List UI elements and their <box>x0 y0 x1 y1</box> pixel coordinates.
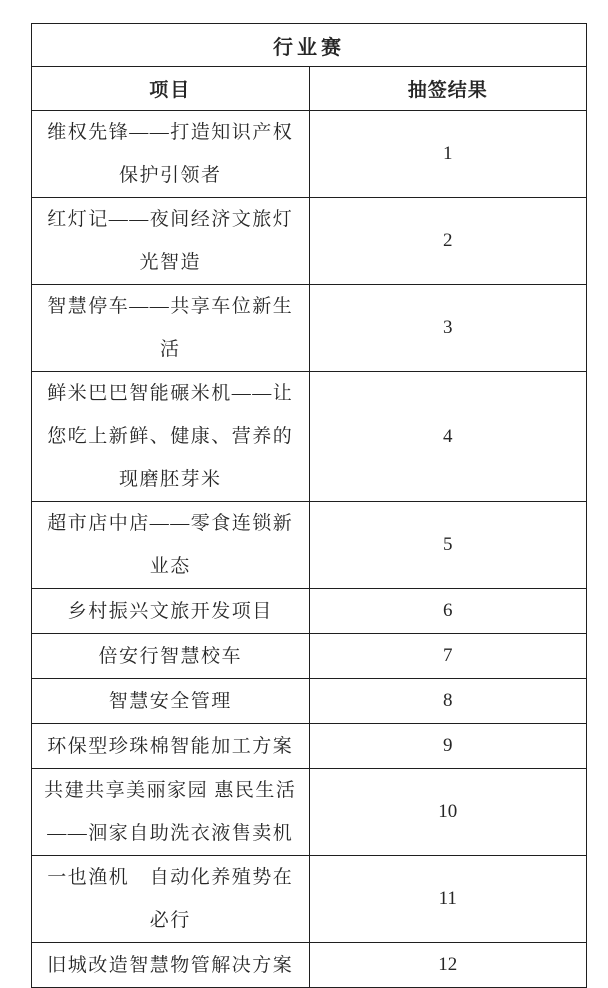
column-header-result: 抽签结果 <box>309 67 587 111</box>
table-row <box>32 111 587 198</box>
result-cell: 5 <box>309 502 587 589</box>
result-cell: 1 <box>309 111 587 198</box>
result-cell: 7 <box>309 634 587 679</box>
table-row <box>32 856 587 943</box>
table-row <box>32 679 587 724</box>
table-row <box>32 724 587 769</box>
project-cell: 一也渔机 自动化养殖势在必行 <box>32 856 310 943</box>
result-cell: 9 <box>309 724 587 769</box>
result-cell: 3 <box>309 285 587 372</box>
result-cell: 4 <box>309 372 587 502</box>
result-cell: 2 <box>309 198 587 285</box>
column-header-project: 项目 <box>32 67 310 111</box>
project-cell: 环保型珍珠棉智能加工方案 <box>32 724 310 769</box>
project-cell: 鲜米巴巴智能碾米机——让您吃上新鲜、健康、营养的现磨胚芽米 <box>32 372 310 502</box>
table-row <box>32 198 587 285</box>
project-cell: 倍安行智慧校车 <box>32 634 310 679</box>
result-cell: 6 <box>309 589 587 634</box>
industry-draw-table <box>31 23 587 988</box>
project-cell: 超市店中店——零食连锁新业态 <box>32 502 310 589</box>
project-cell: 智慧停车——共享车位新生活 <box>32 285 310 372</box>
table-row <box>32 285 587 372</box>
table-row <box>32 634 587 679</box>
result-cell: 12 <box>309 943 587 988</box>
table-body <box>32 24 587 988</box>
table-row <box>32 943 587 988</box>
table-row <box>32 372 587 502</box>
table-title-row <box>32 24 587 67</box>
result-cell: 10 <box>309 769 587 856</box>
table-header-row <box>32 67 587 111</box>
project-cell: 乡村振兴文旅开发项目 <box>32 589 310 634</box>
result-cell: 11 <box>309 856 587 943</box>
project-cell: 旧城改造智慧物管解决方案 <box>32 943 310 988</box>
table-row <box>32 769 587 856</box>
project-cell: 维权先锋——打造知识产权保护引领者 <box>32 111 310 198</box>
result-cell: 8 <box>309 679 587 724</box>
page <box>0 23 608 976</box>
table-row <box>32 589 587 634</box>
project-cell: 红灯记——夜间经济文旅灯光智造 <box>32 198 310 285</box>
project-cell: 智慧安全管理 <box>32 679 310 724</box>
table-row <box>32 502 587 589</box>
project-cell: 共建共享美丽家园 惠民生活——洄家自助洗衣液售卖机 <box>32 769 310 856</box>
table-title: 行业赛 <box>32 24 587 67</box>
